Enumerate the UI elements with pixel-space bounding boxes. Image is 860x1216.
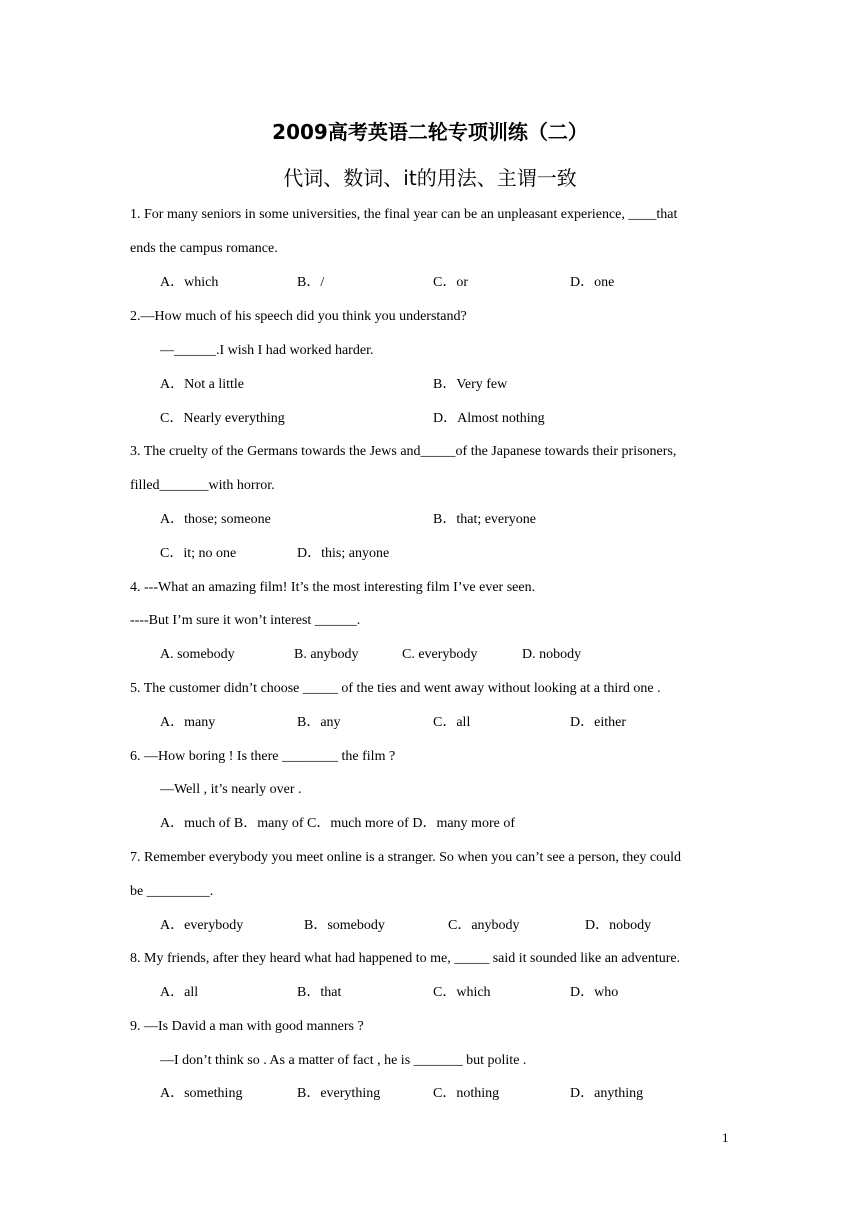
question-3-option-c: C．it; no one <box>160 546 237 561</box>
question-4-option-b: B. anybody <box>294 647 359 662</box>
question-9-reply: —I don’t think so . As a matter of fact , he is _______ but polite . <box>160 1053 527 1068</box>
question-5-option-c: C．all <box>433 715 471 730</box>
question-8-option-d: D．who <box>570 985 619 1000</box>
question-4-option-c: C. everybody <box>402 647 478 662</box>
question-4-reply: ----But I’m sure it won’t interest ______. <box>130 613 361 628</box>
question-2-option-a: A．Not a little <box>160 377 244 392</box>
question-3-option-a: A．those; someone <box>160 512 271 527</box>
question-7-option-a: A．everybody <box>160 918 244 933</box>
question-1-option-b: B．/ <box>297 275 325 290</box>
question-3-text: 3. The cruelty of the Germans towards the Jews and_____of the Japanese towards their prisoners, <box>130 444 677 459</box>
question-2-text: 2.—How much of his speech did you think you understand? <box>130 309 467 324</box>
question-8-option-b: B．that <box>297 985 342 1000</box>
question-3-text-cont: filled_______with horror. <box>130 478 275 493</box>
question-3-option-d: D．this; anyone <box>297 546 390 561</box>
question-5-option-d: D．either <box>570 715 626 730</box>
question-7-text: 7. Remember everybody you meet online is a stranger. So when you can’t see a person, they could <box>130 850 682 865</box>
question-6-options: A．much of B．many of C．much more of D．many more of <box>160 816 515 831</box>
question-9-option-b: B．everything <box>297 1086 381 1101</box>
question-2-reply: —______.I wish I had worked harder. <box>160 343 374 358</box>
question-4-text: 4. ---What an amazing film! It’s the most interesting film I’ve ever seen. <box>130 580 536 595</box>
question-5-text: 5. The customer didn’t choose _____ of the ties and went away without looking at a third one . <box>130 681 661 696</box>
question-2-option-c: C．Nearly everything <box>160 411 285 426</box>
question-3-option-b: B．that; everyone <box>433 512 537 527</box>
question-8-option-c: C．which <box>433 985 491 1000</box>
question-7-option-c: C．anybody <box>448 918 520 933</box>
question-9-text: 9. —Is David a man with good manners ? <box>130 1019 364 1034</box>
page-subtitle: 代词、数词、it的用法、主谓一致 <box>283 166 577 190</box>
question-7-option-d: D．nobody <box>585 918 652 933</box>
question-1-option-d: D．one <box>570 275 615 290</box>
question-5-option-b: B．any <box>297 715 341 730</box>
question-4-option-a: A. somebody <box>160 647 235 662</box>
question-1-text: 1. For many seniors in some universities, the final year can be an unpleasant experience, ____that <box>130 207 678 222</box>
question-2-option-d: D．Almost nothing <box>433 411 545 426</box>
question-1-option-c: C．or <box>433 275 468 290</box>
page-title: 2009高考英语二轮专项训练（二） <box>272 120 588 144</box>
question-7-option-b: B．somebody <box>304 918 385 933</box>
question-9-option-d: D．anything <box>570 1086 644 1101</box>
question-1-option-a: A．which <box>160 275 219 290</box>
question-6-reply: —Well , it’s nearly over . <box>160 782 302 797</box>
question-2-option-b: B．Very few <box>433 377 508 392</box>
question-4-option-d: D. nobody <box>522 647 582 662</box>
question-9-option-c: C．nothing <box>433 1086 500 1101</box>
question-7-text-cont: be _________. <box>130 884 214 899</box>
question-8-option-a: A．all <box>160 985 199 1000</box>
question-8-text: 8. My friends, after they heard what had happened to me, _____ said it sounded like an adventure. <box>130 951 681 966</box>
question-1-text-cont: ends the campus romance. <box>130 241 278 256</box>
page-number: 1 <box>722 1130 729 1145</box>
question-9-option-a: A．something <box>160 1086 243 1101</box>
question-6-text: 6. —How boring ! Is there ________ the film ? <box>130 749 396 764</box>
question-5-option-a: A．many <box>160 715 216 730</box>
